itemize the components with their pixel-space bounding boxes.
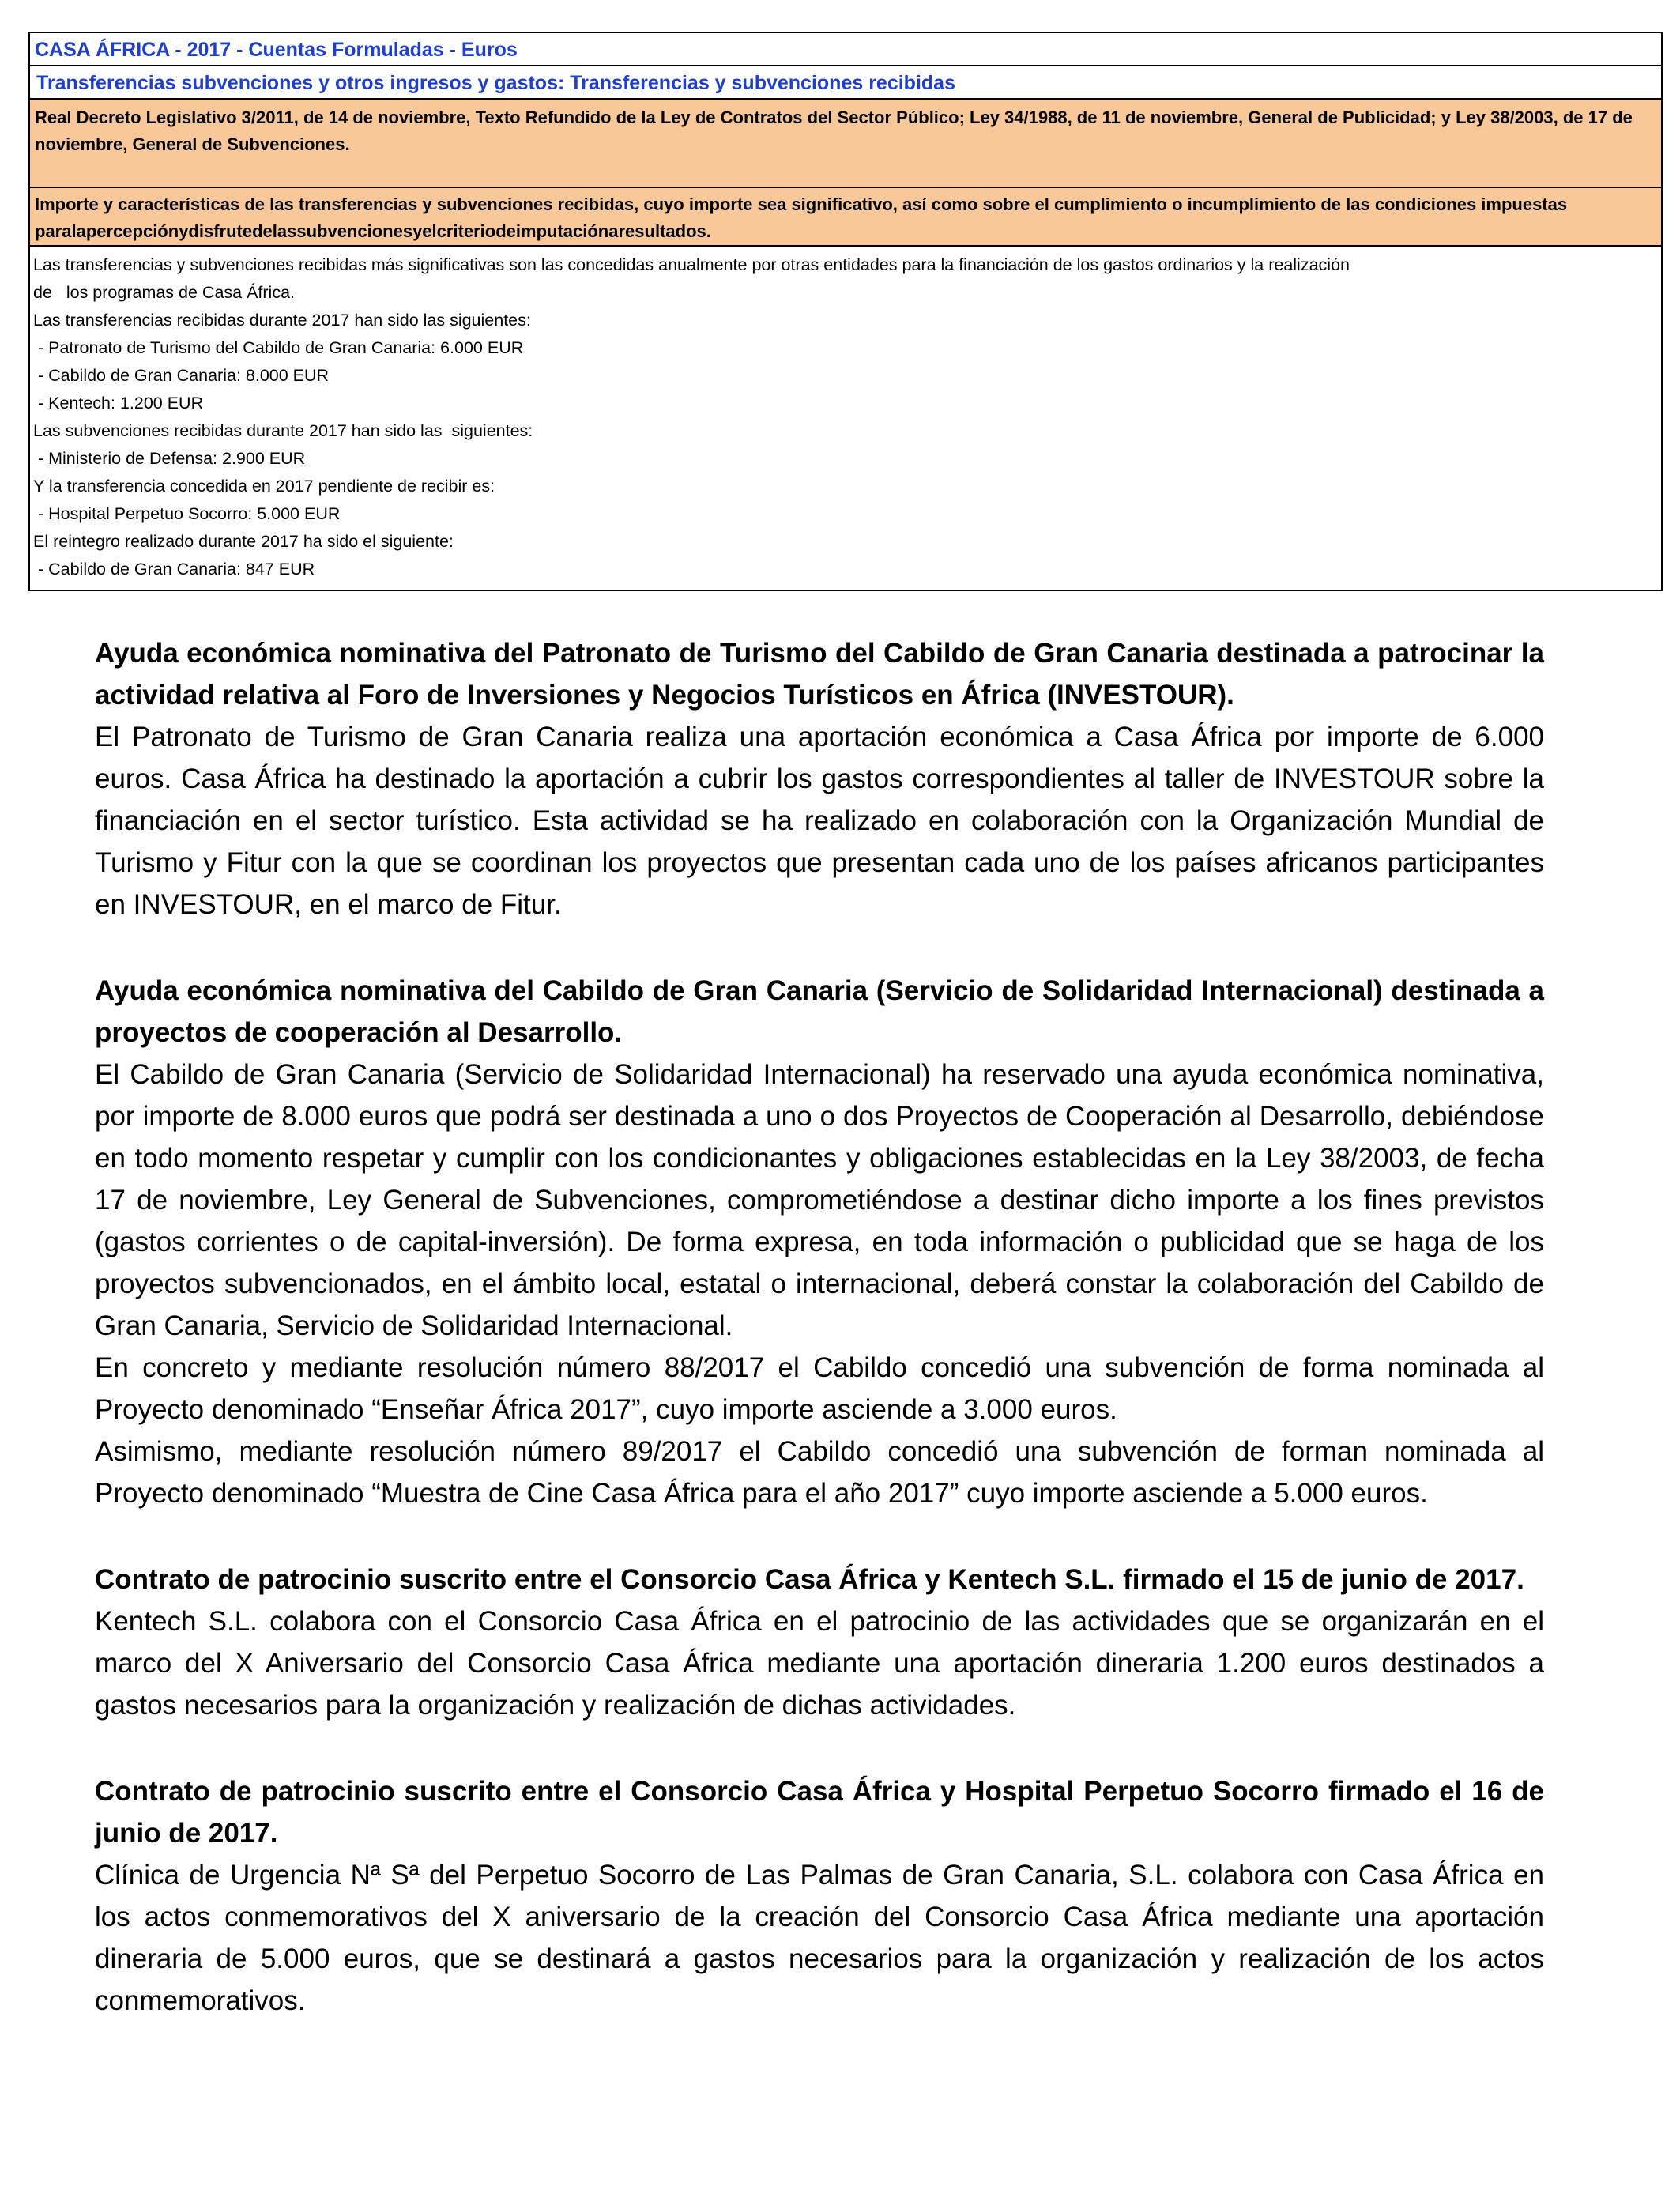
detail-line: Las subvenciones recibidas durante 2017 han sido las siguientes:: [33, 421, 533, 440]
detail-line: - Hospital Perpetuo Socorro: 5.000 EUR: [33, 504, 341, 523]
section-heading-investour: Ayuda económica nominativa del Patronato de Turismo del Cabildo de Gran Canaria destinada a patrocinar la actividad relativa al Foro de Inversiones y Negocios Turísticos en África (INVESTOUR).: [95, 638, 1544, 711]
section-heading-hospital: Contrato de patrocinio suscrito entre el Consorcio Casa África y Hospital Perpetuo Socorro firmado el 16 de junio de 2017.: [95, 1776, 1544, 1849]
requirement: Importe y características de las transferencias y subvenciones recibidas, cuyo importe sea significativo, así como sobre el cumplimiento o incumplimiento de las condiciones impuestas paralapercepciónydisfrutedelassubvencionesyelcriteriodeimputaciónaresultados.: [30, 188, 1661, 247]
detail-line: de los programas de Casa África.: [33, 283, 296, 302]
detail-line: - Ministerio de Defensa: 2.900 EUR: [33, 449, 306, 468]
details-cell: [30, 247, 1661, 590]
section-paragraph: El Cabildo de Gran Canaria (Servicio de Solidaridad Internacional) ha reservado una ayuda económica nominativa, por importe de 8.000 euros que podrá ser destinada a uno o dos Proyectos de Cooperación al Desarrollo, debiéndose en todo momento respetar y cumplir con los condicionantes y obligaciones establecidas en la Ley 38/2003, de fecha 17 de noviembre, Ley General de Subvenciones, comprometiéndose a destinar dicho importe a los fines previstos (gastos corrientes o de capital-inversión). De forma expresa, en toda información o publicidad que se haga de los proyectos subvencionados, en el ámbito local, estatal o internacional, deberá constar la colaboración del Cabildo de Gran Canaria, Servicio de Solidaridad Internacional.: [95, 1059, 1544, 1341]
table-section: Transferencias subvenciones y otros ingresos y gastos: Transferencias y subvenciones recibidas: [30, 66, 1661, 100]
section-heading-kentech: Contrato de patrocinio suscrito entre el Consorcio Casa África y Kentech S.L. firmado el 15 de junio de 2017.: [95, 1564, 1524, 1595]
detail-line: Y la transferencia concedida en 2017 pendiente de recibir es:: [33, 477, 495, 496]
header-table: [28, 32, 1663, 591]
detail-line: - Kentech: 1.200 EUR: [33, 394, 204, 413]
detail-line: Las transferencias recibidas durante 2017 han sido las siguientes:: [33, 311, 531, 330]
detail-line: - Cabildo de Gran Canaria: 847 EUR: [33, 560, 315, 579]
table-title: CASA ÁFRICA - 2017 - Cuentas Formuladas - Euros: [30, 33, 1661, 66]
detail-line: El reintegro realizado durante 2017 ha sido el siguiente:: [33, 532, 454, 551]
document-body: [95, 632, 1544, 2022]
legal-basis: Real Decreto Legislativo 3/2011, de 14 de noviembre, Texto Refundido de la Ley de Contratos del Sector Público; Ley 34/1988, de 11 de noviembre, General de Publicidad; y Ley 38/2003, de 17 de noviembre, General de Subvenciones.: [30, 100, 1661, 188]
detail-line: - Patronato de Turismo del Cabildo de Gran Canaria: 6.000 EUR: [33, 338, 524, 357]
section-paragraph: Asimismo, mediante resolución número 89/2017 el Cabildo concedió una subvención de forman nominada al Proyecto denominado “Muestra de Cine Casa África para el año 2017” cuyo importe asciende a 5.000 euros.: [95, 1436, 1544, 1509]
section-paragraph: Kentech S.L. colabora con el Consorcio Casa África en el patrocinio de las actividades que se organizarán en el marco del X Aniversario del Consorcio Casa África mediante una aportación dineraria 1.200 euros destinados a gastos necesarios para la organización y realización de dichas actividades.: [95, 1606, 1544, 1721]
section-paragraph: En concreto y mediante resolución número 88/2017 el Cabildo concedió una subvención de forma nominada al Proyecto denominado “Enseñar África 2017”, cuyo importe asciende a 3.000 euros.: [95, 1352, 1544, 1425]
section-paragraph: Clínica de Urgencia Nª Sª del Perpetuo Socorro de Las Palmas de Gran Canaria, S.L. colabora con Casa África en los actos conmemorativos del X aniversario de la creación del Consorcio Casa África mediante una aportación dineraria de 5.000 euros, que se destinará a gastos necesarios para la organización y realización de los actos conmemorativos.: [95, 1860, 1544, 2016]
detail-line: Las transferencias y subvenciones recibidas más significativas son las concedidas anualmente por otras entidades para la financiación de los gastos ordinarios y la realización: [33, 255, 1350, 274]
detail-line: - Cabildo de Gran Canaria: 8.000 EUR: [33, 366, 330, 385]
section-paragraph: El Patronato de Turismo de Gran Canaria realiza una aportación económica a Casa África por importe de 6.000 euros. Casa África ha destinado la aportación a cubrir los gastos correspondientes al taller de INVESTOUR sobre la financiación en el sector turístico. Esta actividad se ha realizado en colaboración con la Organización Mundial de Turismo y Fitur con la que se coordinan los proyectos que presentan cada uno de los países africanos participantes en INVESTOUR, en el marco de Fitur.: [95, 722, 1544, 920]
section-heading-cabildo: Ayuda económica nominativa del Cabildo de Gran Canaria (Servicio de Solidaridad Internacional) destinada a proyectos de cooperación al Desarrollo.: [95, 975, 1544, 1048]
